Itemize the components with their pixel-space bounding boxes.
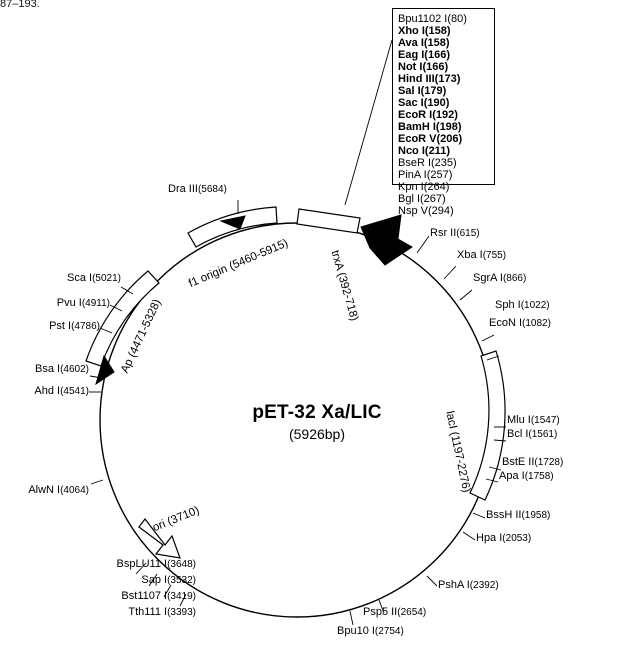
site-label-bsteii: BstE II(1728) — [502, 456, 564, 468]
site-label-xbai: Xba I(755) — [457, 249, 507, 261]
plasmid-size-label: (5926bp) — [288, 426, 346, 442]
site-label-alwni: AlwN I(4064) — [28, 484, 89, 496]
site-label-pvui: Pvu I(4911) — [56, 297, 110, 309]
site-label-scai: Sca I(5021) — [67, 272, 121, 284]
site-label-sphi: Sph I(1022) — [495, 299, 550, 311]
site-label-ahdi: Ahd I(4541) — [34, 385, 89, 397]
page-header-text: 87–193. — [0, 0, 40, 10]
site-ncoi: Nco I(211) — [398, 145, 450, 157]
site-label-sapi: Sap I(3532) — [141, 574, 196, 586]
top-restriction-site-box — [392, 8, 495, 217]
site-bpu1102i: Bpu1102 I(80) — [398, 13, 467, 25]
site-label-pshai: PshA I(2392) — [438, 579, 499, 591]
site-kpni: Kpn I(264) — [398, 181, 450, 193]
site-label-econi: EcoN I(1082) — [489, 317, 551, 329]
site-label-bsai: Bsa I(4602) — [35, 363, 89, 375]
site-sali: Sal I(179) — [398, 85, 447, 97]
site-label-draiii: Dra III(5684) — [168, 183, 227, 195]
site-ecorv: EcoR V(206) — [398, 133, 463, 145]
site-label-psp5ii: Psp5 II(2654) — [363, 606, 427, 618]
page-title: pET-32 Xa/LIC — [252, 402, 382, 423]
site-label-tth111i: Tth111 I(3393) — [128, 606, 196, 618]
site-hindiii: Hind III(173) — [398, 73, 461, 85]
site-label-bsshii: BssH II(1958) — [486, 509, 551, 521]
site-bgli: Bgl I(267) — [398, 193, 446, 205]
site-label-bcli: Bcl I(1561) — [507, 428, 558, 440]
site-label-bpu10i: Bpu10 I(2754) — [337, 625, 404, 637]
site-label-psti: Pst I(4786) — [49, 320, 100, 332]
feature-arc-f1-origin — [188, 207, 277, 247]
feature-label-ori: ori (3710) — [151, 504, 202, 535]
feature-label-ap: Ap (4471-5328) — [119, 297, 164, 376]
feature-label-laci: lacI (1197-2276) — [443, 410, 473, 494]
site-noti: Not I(166) — [398, 61, 449, 73]
site-label-sgrai: SgrA I(866) — [473, 272, 527, 284]
site-avai: Ava I(158) — [398, 37, 450, 49]
site-label-bsplu11i: BspLU11 I(3648) — [116, 558, 196, 570]
site-label-apai: Apa I(1758) — [499, 470, 554, 482]
site-label-rsrii: Rsr II(615) — [430, 227, 480, 239]
feature-arc-mcs — [297, 209, 360, 233]
site-label-mlui: Mlu I(1547) — [507, 414, 560, 426]
site-bamhi: BamH I(198) — [398, 121, 462, 133]
site-ecori: EcoR I(192) — [398, 109, 458, 121]
site-label-bst1107i: Bst1107 I(3419) — [121, 590, 196, 602]
site-eagi: Eag I(166) — [398, 49, 450, 61]
site-saci: Sac I(190) — [398, 97, 450, 109]
feature-label-f1-origin: f1 origin (5460-5915) — [187, 237, 290, 291]
feature-label-trxa: trxA (392-718) — [328, 249, 361, 323]
site-xhoi: Xho I(158) — [398, 25, 451, 37]
site-label-hpai: Hpa I(2053) — [476, 532, 532, 544]
site-nspv: Nsp V(294) — [398, 205, 454, 217]
site-bseri: BseR I(235) — [398, 157, 457, 169]
site-pinai: PinA I(257) — [398, 169, 453, 181]
